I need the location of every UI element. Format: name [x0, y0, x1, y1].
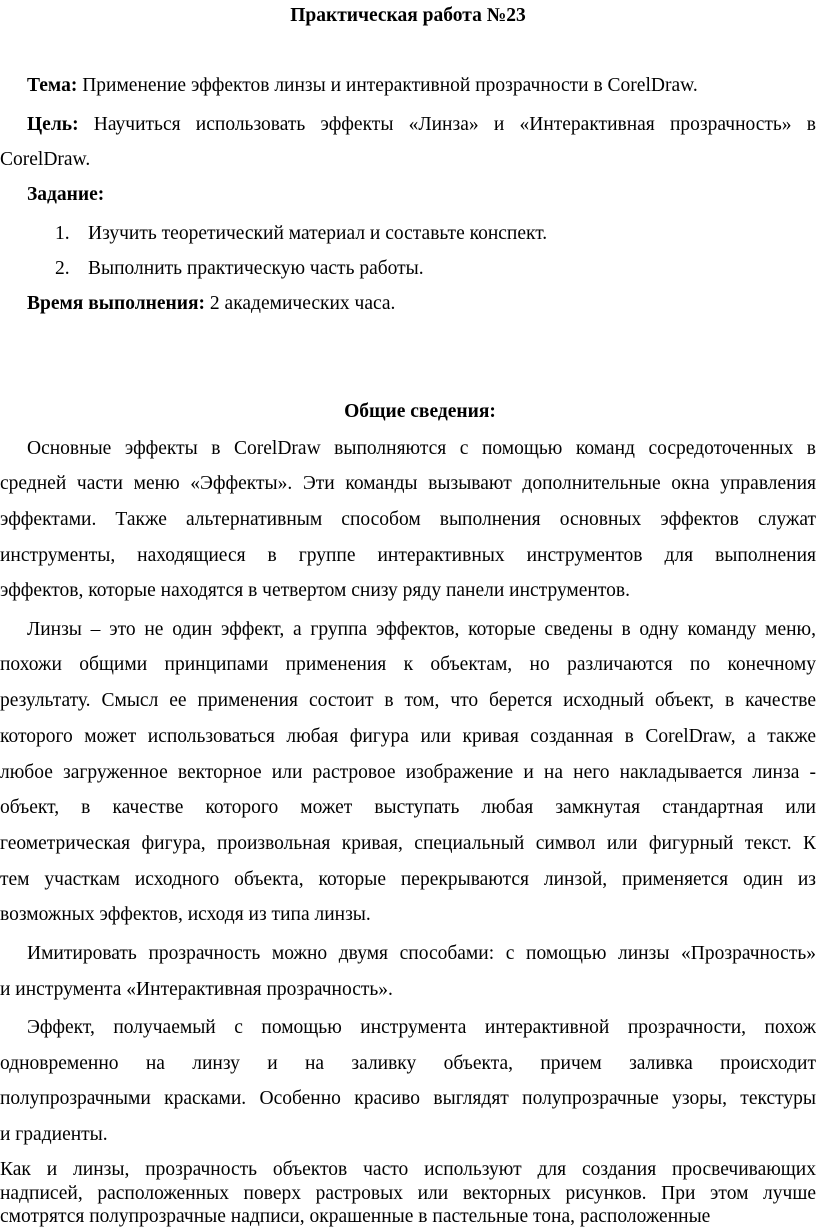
para-2-line: геометрическая фигура, произвольная кривая, специальный символ или фигурный текст. К: [0, 833, 816, 854]
para-2-line: возможных эффектов, исходя из типа линзы.: [0, 904, 371, 925]
goal-line-2: CorelDraw.: [0, 149, 91, 170]
task-item-1-num: 1.: [55, 223, 70, 244]
task-item-2-num: 2.: [55, 258, 70, 279]
para-1-line: эффектов, которые находятся в четвертом снизу ряду панели инструментов.: [0, 580, 630, 601]
para-2-line: тем участкам исходного объекта, которые перекрываются линзой, применяется один из: [0, 869, 816, 890]
task-item-1: [55, 222, 547, 246]
para-2-line: похожи общими принципами применения к объектам, но различаются по конечному: [0, 654, 816, 675]
para-5-line: надписей, расположенных поверх растровых или векторных рисунков. При этом лучше: [0, 1183, 816, 1204]
theme-line: [27, 74, 816, 98]
para-5-line: смотрятся полупрозрачные надписи, окрашенные в пастельные тона, расположенные: [0, 1206, 711, 1227]
time-line: [27, 292, 816, 316]
para-5-line: Как и линзы, прозрачность объектов часто используют для создания просвечивающих: [0, 1159, 816, 1180]
task-heading: [27, 183, 816, 207]
para-1-line: средней части меню «Эффекты». Эти команды вызывают дополнительные окна управления: [0, 473, 816, 494]
task-item-2-text: Выполнить практическую часть работы.: [88, 258, 424, 279]
theme-text: Применение эффектов линзы и интерактивной прозрачности в CorelDraw.: [77, 75, 698, 96]
para-2-line: любое загруженное векторное или растровое изображение и на него накладывается линза -: [0, 762, 816, 783]
para-4-line: полупрозрачными красками. Особенно красиво выглядят полупрозрачные узоры, текстуры: [0, 1088, 816, 1109]
time-label: Время выполнения:: [27, 293, 206, 314]
para-2-line: которого может использоваться любая фигура или кривая созданная в CorelDraw, а также: [0, 726, 816, 747]
para-4-line: и градиенты.: [0, 1124, 108, 1145]
para-2-line: объект, в качестве которого может выступать любая замкнутая стандартная или: [0, 797, 816, 818]
task-item-1-text: Изучить теоретический материал и составьте конспект.: [88, 223, 548, 244]
task-item-2: [55, 257, 424, 281]
goal-line-1: [27, 113, 816, 137]
goal-text-1: Научиться использовать эффекты «Линза» и «Интерактивная прозрачность» в: [78, 114, 816, 135]
para-3-line: и инструмента «Интерактивная прозрачность».: [0, 979, 393, 1000]
time-text: 2 академических часа.: [205, 293, 396, 314]
section-title: Общие сведения:: [344, 401, 496, 422]
para-1-line: Основные эффекты в CorelDraw выполняются с помощью команд сосредоточенных в: [27, 438, 816, 459]
para-1-line: эффектами. Также альтернативным способом выполнения основных эффектов служат: [0, 509, 816, 530]
para-3-line: Имитировать прозрачность можно двумя способами: с помощью линзы «Прозрачность»: [27, 943, 816, 964]
para-1-line: инструменты, находящиеся в группе интерактивных инструментов для выполнения: [0, 545, 816, 566]
goal-label: Цель:: [27, 114, 79, 135]
para-2-line: результату. Смысл ее применения состоит в том, что берется исходный объект, в качестве: [0, 690, 816, 711]
theme-label: Тема:: [27, 75, 78, 96]
para-2-line: Линзы – это не один эффект, а группа эффектов, которые сведены в одну команду меню,: [27, 619, 816, 640]
task-label: Задание:: [27, 184, 105, 205]
para-4-line: Эффект, получаемый с помощью инструмента интерактивной прозрачности, похож: [27, 1017, 816, 1038]
para-4-line: одновременно на линзу и на заливку объекта, причем заливка происходит: [0, 1053, 816, 1074]
document-title: Практическая работа №23: [290, 5, 526, 26]
